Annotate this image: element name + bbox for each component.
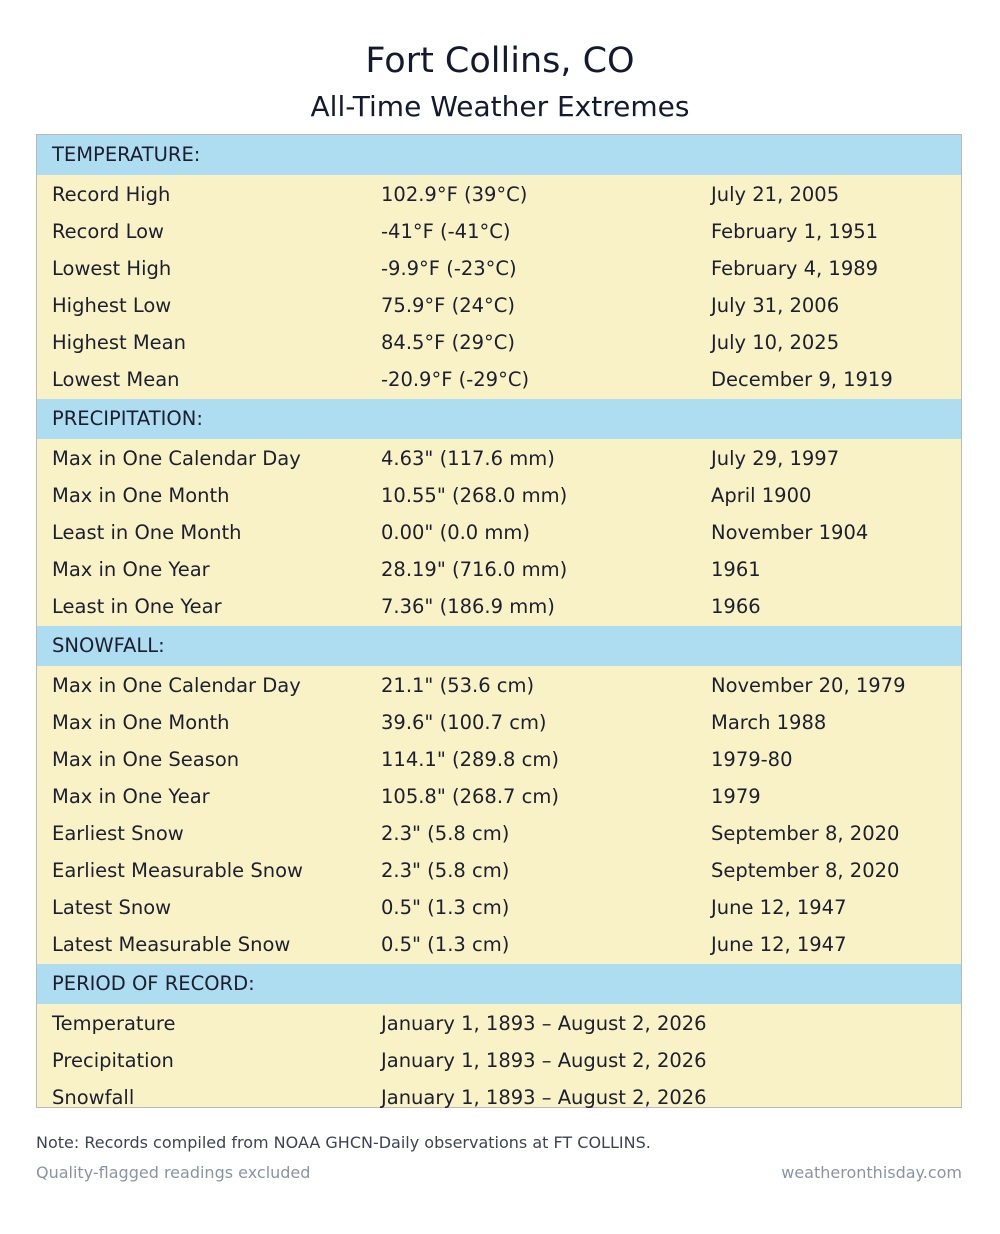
record-label: Max in One Month <box>52 711 230 734</box>
record-label: Latest Measurable Snow <box>52 933 291 956</box>
record-label: Lowest High <box>52 257 172 280</box>
record-value: 2.3" (5.8 cm) <box>381 822 510 845</box>
record-value: 21.1" (53.6 cm) <box>381 674 535 697</box>
table-row <box>37 1005 961 1042</box>
section-rows-temperature <box>37 175 961 399</box>
record-value: 7.36" (186.9 mm) <box>381 595 555 618</box>
record-date: June 12, 1947 <box>711 933 847 956</box>
table-row <box>37 213 961 250</box>
record-date: April 1900 <box>711 484 812 507</box>
record-date: 1961 <box>711 558 761 581</box>
record-label: Max in One Calendar Day <box>52 674 301 697</box>
record-value: 2.3" (5.8 cm) <box>381 859 510 882</box>
record-label: Precipitation <box>52 1049 174 1072</box>
record-date: July 21, 2005 <box>711 183 840 206</box>
record-label: Least in One Month <box>52 521 242 544</box>
record-label: Max in One Year <box>52 558 210 581</box>
table-row <box>37 926 961 963</box>
quality-note: Quality-flagged readings excluded <box>36 1163 311 1182</box>
table-row <box>37 361 961 398</box>
table-row <box>37 704 961 741</box>
section-header-snowfall: SNOWFALL: <box>37 626 961 666</box>
record-date: September 8, 2020 <box>711 859 900 882</box>
record-value: -41°F (-41°C) <box>381 220 511 243</box>
table-row <box>37 889 961 926</box>
record-date: July 29, 1997 <box>711 447 840 470</box>
record-value: 39.6" (100.7 cm) <box>381 711 547 734</box>
table-row <box>37 778 961 815</box>
record-value: 28.19" (716.0 mm) <box>381 558 568 581</box>
record-label: Latest Snow <box>52 896 172 919</box>
record-label: Max in One Calendar Day <box>52 447 301 470</box>
table-row <box>37 588 961 625</box>
record-value: 10.55" (268.0 mm) <box>381 484 568 507</box>
record-date: November 20, 1979 <box>711 674 906 697</box>
table-row <box>37 1042 961 1079</box>
table-row <box>37 815 961 852</box>
record-date: June 12, 1947 <box>711 896 847 919</box>
record-label: Max in One Month <box>52 484 230 507</box>
table-row <box>37 514 961 551</box>
source-credit: weatheronthisday.com <box>781 1163 962 1182</box>
record-value: -9.9°F (-23°C) <box>381 257 517 280</box>
record-value: 84.5°F (29°C) <box>381 331 515 354</box>
table-row <box>37 287 961 324</box>
record-label: Least in One Year <box>52 595 222 618</box>
page-subtitle: All-Time Weather Extremes <box>310 90 690 123</box>
record-value: 0.5" (1.3 cm) <box>381 933 510 956</box>
record-date: July 10, 2025 <box>711 331 840 354</box>
page-title: Fort Collins, CO <box>365 41 635 81</box>
record-label: Earliest Measurable Snow <box>52 859 303 882</box>
table-row <box>37 551 961 588</box>
record-label: Record Low <box>52 220 164 243</box>
section-rows-snowfall <box>37 666 961 964</box>
record-label: Earliest Snow <box>52 822 184 845</box>
record-date: 1966 <box>711 595 761 618</box>
record-value: January 1, 1893 – August 2, 2026 <box>381 1086 707 1109</box>
section-rows-period-of-record <box>37 1004 961 1117</box>
record-value: 102.9°F (39°C) <box>381 183 528 206</box>
record-label: Max in One Year <box>52 785 210 808</box>
record-value: 4.63" (117.6 mm) <box>381 447 555 470</box>
record-value: 114.1" (289.8 cm) <box>381 748 559 771</box>
table-row <box>37 1079 961 1116</box>
record-label: Highest Low <box>52 294 172 317</box>
record-date: February 1, 1951 <box>711 220 879 243</box>
record-date: July 31, 2006 <box>711 294 840 317</box>
table-row <box>37 667 961 704</box>
section-header-precipitation: PRECIPITATION: <box>37 399 961 439</box>
record-date: November 1904 <box>711 521 869 544</box>
table-row <box>37 477 961 514</box>
extremes-table <box>36 134 962 1108</box>
table-row <box>37 741 961 778</box>
record-label: Highest Mean <box>52 331 186 354</box>
record-value: 0.00" (0.0 mm) <box>381 521 531 544</box>
section-header-period-of-record: PERIOD OF RECORD: <box>37 964 961 1004</box>
record-value: 0.5" (1.3 cm) <box>381 896 510 919</box>
record-value: January 1, 1893 – August 2, 2026 <box>381 1049 707 1072</box>
table-row <box>37 250 961 287</box>
footer-note: Note: Records compiled from NOAA GHCN-Daily observations at FT COLLINS. <box>36 1133 651 1152</box>
record-label: Lowest Mean <box>52 368 180 391</box>
section-header-temperature: TEMPERATURE: <box>37 135 961 175</box>
table-row <box>37 852 961 889</box>
section-rows-precipitation <box>37 439 961 626</box>
record-value: 105.8" (268.7 cm) <box>381 785 559 808</box>
record-value: January 1, 1893 – August 2, 2026 <box>381 1012 707 1035</box>
record-date: December 9, 1919 <box>711 368 893 391</box>
record-value: 75.9°F (24°C) <box>381 294 515 317</box>
record-value: -20.9°F (-29°C) <box>381 368 530 391</box>
record-date: 1979-80 <box>711 748 793 771</box>
table-row <box>37 324 961 361</box>
record-label: Max in One Season <box>52 748 240 771</box>
record-label: Record High <box>52 183 171 206</box>
record-label: Temperature <box>52 1012 176 1035</box>
table-row <box>37 440 961 477</box>
record-date: March 1988 <box>711 711 827 734</box>
record-label: Snowfall <box>52 1086 135 1109</box>
record-date: 1979 <box>711 785 761 808</box>
record-date: February 4, 1989 <box>711 257 879 280</box>
table-row <box>37 176 961 213</box>
record-date: September 8, 2020 <box>711 822 900 845</box>
